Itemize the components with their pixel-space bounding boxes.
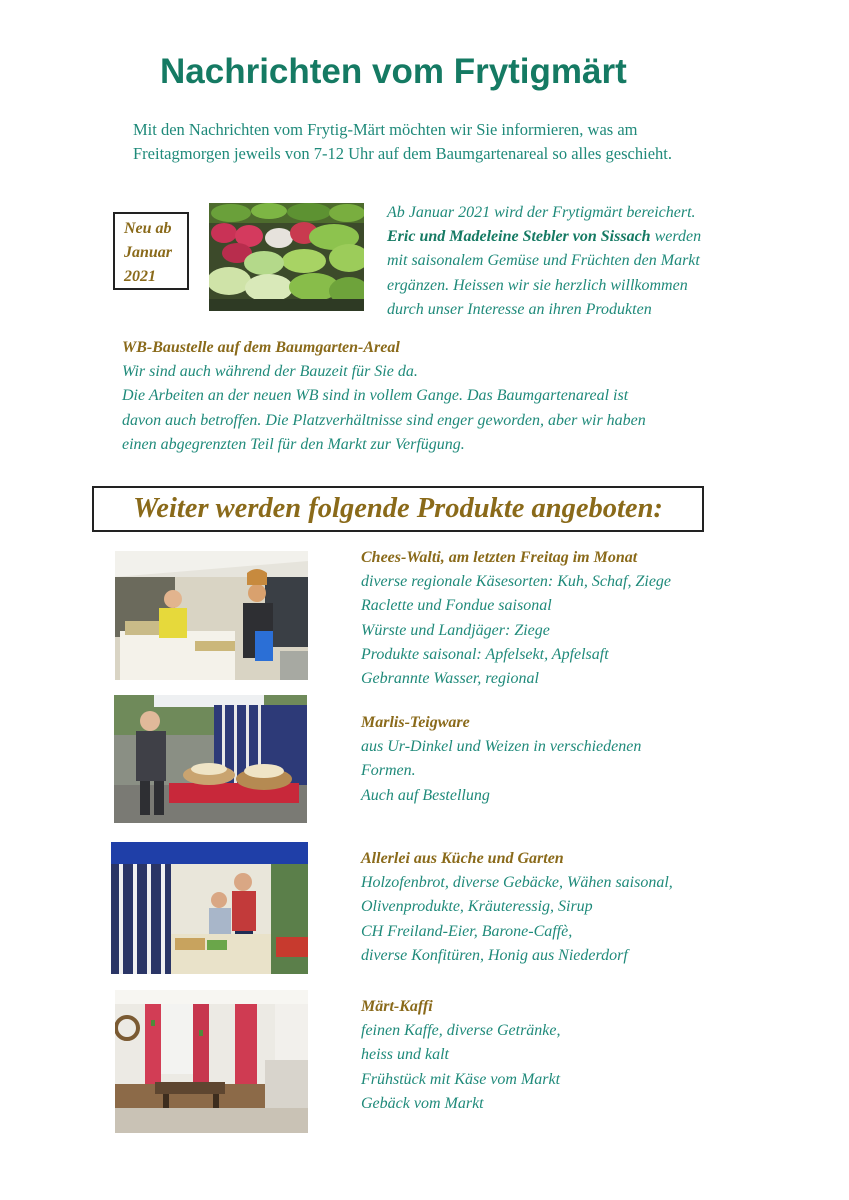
intro-line: Freitagmorgen jeweils von 7-12 Uhr auf dem Baumgartenareal so alles geschieht. (133, 144, 672, 163)
vendor-name: Eric und Madeleine Stebler von Sissach (387, 228, 651, 246)
section-heading: WB-Baustelle auf dem Baumgarten-Areal (122, 339, 400, 356)
products-banner: Weiter werden folgende Produkte angeboten: (92, 486, 704, 532)
product-cafe (361, 995, 561, 1116)
text-line: Produkte saisonal: Apfelsekt, Apfelsaft (361, 645, 609, 663)
product-title: Chees-Walti, am letzten Freitag im Monat (361, 549, 638, 566)
new-badge-line: Neu ab (124, 220, 172, 237)
text-line: Auch auf Bestellung (361, 786, 490, 804)
text-line: Olivenprodukte, Kräuteressig, Sirup (361, 898, 593, 916)
new-badge-line: Januar (124, 244, 173, 261)
text-line: mit saisonalem Gemüse und Früchten den Markt (387, 252, 700, 270)
kitchen-garden-stall-photo (111, 842, 308, 974)
text-line: heiss und kalt (361, 1046, 449, 1064)
text-line: Die Arbeiten an der neuen WB sind in vollem Gange. Das Baumgartenareal ist (122, 387, 629, 405)
text-line: Holzofenbrot, diverse Gebäcke, Wähen saisonal, (361, 874, 673, 892)
text-line: Gebrannte Wasser, regional (361, 670, 539, 688)
text-line: einen abgegrenzten Teil für den Markt zur Verfügung. (122, 435, 465, 453)
pasta-stall-photo (114, 695, 307, 823)
text-line: Würste und Landjäger: Ziege (361, 621, 550, 639)
text-line: diverse Konfitüren, Honig aus Niederdorf (361, 946, 628, 964)
cafe-photo (115, 990, 308, 1133)
text-line (387, 225, 701, 249)
product-cheese (361, 546, 671, 691)
product-title: Allerlei aus Küche und Garten (361, 850, 564, 867)
product-title: Märt-Kaffi (361, 998, 433, 1015)
text-line: feinen Kaffe, diverse Getränke, (361, 1022, 561, 1040)
text-fragment: werden (650, 228, 702, 246)
text-line: davon auch betroffen. Die Platzverhältnisse sind enger geworden, aber wir haben (122, 411, 646, 429)
text-line: Ab Januar 2021 wird der Frytigmärt bereichert. (387, 204, 696, 221)
page-title: Nachrichten vom Frytigmärt (160, 52, 627, 91)
construction-section (122, 336, 646, 457)
text-line: ergänzen. Heissen wir sie herzlich willkommen (387, 276, 688, 294)
text-line: durch unser Interesse an ihren Produkten (387, 300, 652, 318)
intro-text (133, 118, 753, 166)
text-line: Wir sind auch während der Bauzeit für Sie da. (122, 363, 418, 381)
cheese-stall-photo (115, 551, 308, 680)
product-kitchen-garden (361, 847, 673, 968)
text-line: aus Ur-Dinkel und Weizen in verschiedenen (361, 738, 642, 756)
vegetables-photo (209, 203, 364, 311)
new-vendor-text (387, 201, 701, 322)
text-line: CH Freiland-Eier, Barone-Caffè, (361, 922, 573, 940)
text-line: Gebäck vom Markt (361, 1094, 484, 1112)
text-line: Formen. (361, 762, 416, 780)
text-line: Frühstück mit Käse vom Markt (361, 1070, 561, 1088)
text-line: diverse regionale Käsesorten: Kuh, Schaf, Ziege (361, 573, 672, 591)
new-badge-line: 2021 (124, 268, 156, 285)
new-badge (113, 212, 189, 290)
product-pasta (361, 711, 641, 808)
product-title: Marlis-Teigware (361, 714, 470, 731)
intro-line: Mit den Nachrichten vom Frytig-Märt möchten wir Sie informieren, was am (133, 120, 638, 139)
text-line: Raclette und Fondue saisonal (361, 597, 552, 615)
